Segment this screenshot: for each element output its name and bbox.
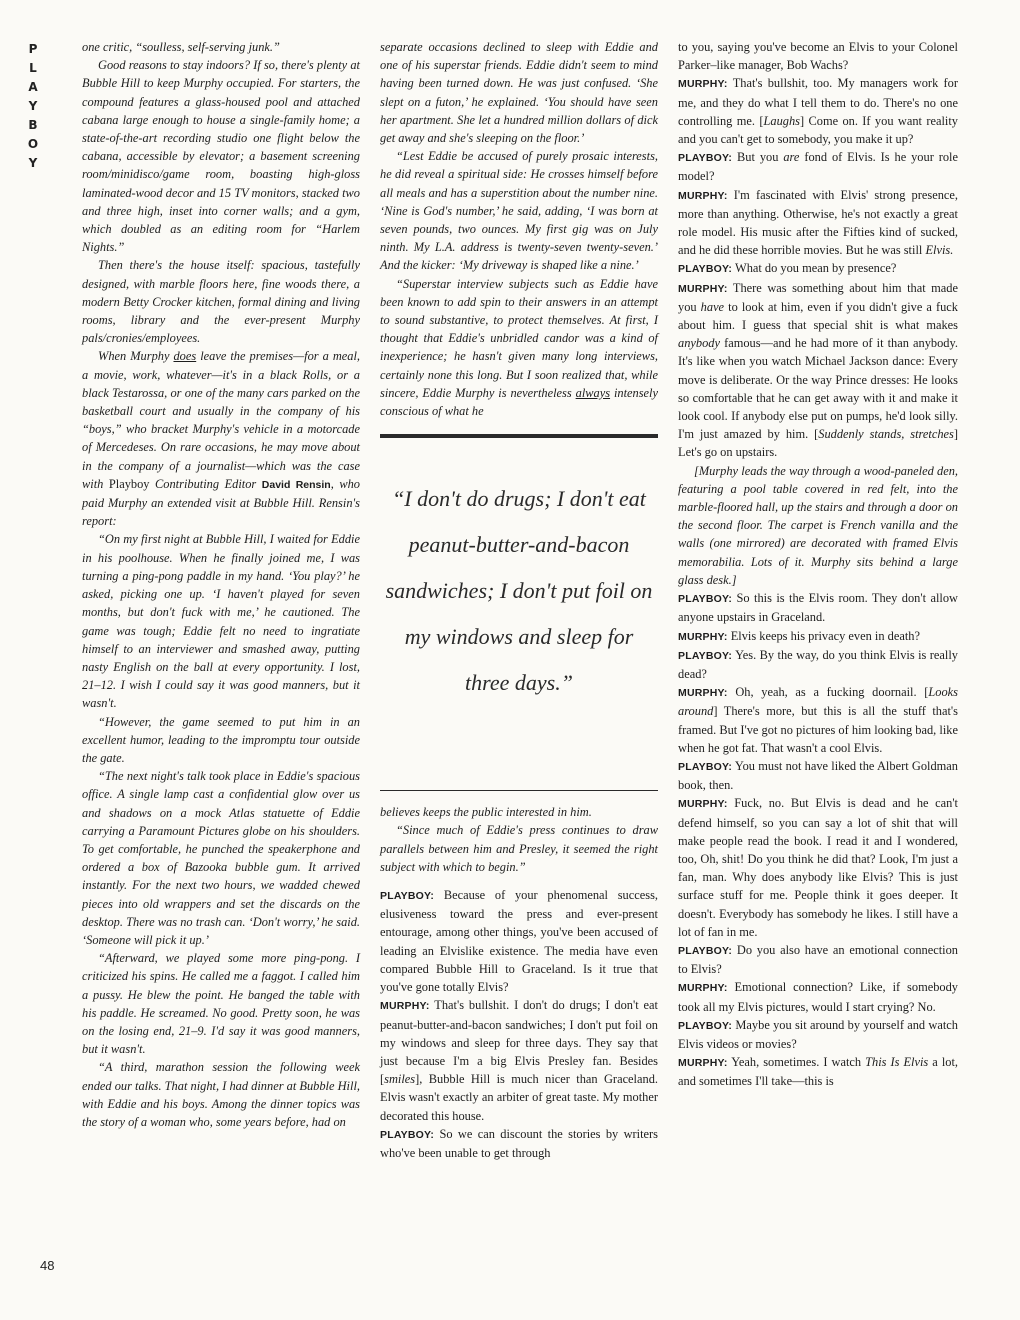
masthead-logo: PLAYBOY	[27, 42, 39, 170]
paragraph: Good reasons to stay indoors? If so, there's plenty at Bubble Hill to keep Murphy occupied. For starters, the compound features a glass-housed pool and attached cabana large enough to house a single-family home; a state-of-the-art recording studio one flight below the cabana, accessible by elevator; a basement screening room/minidisco/game room, boasting high-gloss laminated-wood decor and 15 TV monitors, stacked two and three high, inset into corner walls; and a gym, which doubled as an editing room for “Harlem Nights.”	[82, 58, 360, 255]
speaker-label: PLAYBOY:	[380, 1128, 435, 1141]
text-run: Oh, yeah, as a fucking doornail. [	[727, 685, 929, 700]
stage-direction: smiles	[384, 1072, 416, 1087]
emphasis: are	[783, 150, 800, 165]
answer-continued: to you, saying you've become an Elvis to your Colonel Parker–like manager, Bob Wachs?	[678, 40, 958, 73]
page-number: 48	[40, 1258, 55, 1273]
pull-quote: “I don't do drugs; I don't eat peanut-butter-and-bacon sandwiches; I don't put foil on my windows and sleep for three days.”	[385, 486, 653, 696]
question	[380, 886, 658, 996]
speaker-label: PLAYBOY:	[678, 649, 733, 662]
paragraph: “However, the game seemed to put him in an excellent humor, leading to the impromptu tour outside the gate.	[82, 714, 360, 765]
underlined-word: always	[575, 385, 611, 400]
text-run: fond of Elvis. Is he your role model?	[678, 150, 958, 184]
answer	[380, 996, 658, 1124]
question	[678, 259, 958, 278]
stage-direction: Suddenly stands, stretches	[818, 427, 954, 442]
column-2	[380, 38, 658, 1162]
text-run: leave the premises—for a meal, a movie, work, whatever—it's in a black Rolls, or a black Testarossa, or one of the many cars parked on the basketball court and usually in the company of his “boys,” who bracket Murphy's vehicle in a motorcade of Mercedeses. On rare occasions, he may move about in the company of a journalist—which was the case with	[82, 349, 360, 491]
answer	[678, 186, 958, 260]
text-run: There was something about him that made you	[678, 280, 958, 314]
magazine-name: Playboy	[108, 476, 150, 491]
text-run: Do you also have an emotional connection to Elvis?	[678, 942, 958, 977]
question	[678, 757, 958, 794]
speaker-label: PLAYBOY:	[678, 944, 733, 957]
text-run: Yes. By the way, do you think Elvis is really dead?	[678, 647, 958, 681]
speaker-label: PLAYBOY:	[678, 263, 733, 276]
text-run: What do you mean by presence?	[732, 261, 897, 276]
speaker-label: MURPHY:	[678, 630, 728, 643]
text-run: to look at him, even if you didn't give a fuck about him. I guess that special shit is what makes	[678, 299, 959, 333]
text-run: Fuck, no. But Elvis is dead and he can't defend himself, so you can say a lot of shit that will make people read the book. I read it and I wondered, too, Oh, shit! Do you think he did that? Look, I'm just a fan, man. Why does anybody like Elvis? This is just surface stuff for me. People think it goes deeper. It doesn't. Everybody has somebody he likes. I still have a lot of fan in me.	[678, 796, 958, 939]
emphasis: Elvis.	[925, 243, 954, 258]
question	[380, 1125, 658, 1162]
text-run: , who paid Murphy an extended visit at Bubble Hill. Rensin's report:	[82, 476, 360, 529]
paragraph: believes keeps the public interested in him.	[380, 805, 592, 820]
interview-qa	[380, 886, 658, 1162]
text-run: a lot, and sometimes I'll take—this is	[678, 1055, 958, 1089]
answer	[678, 978, 958, 1015]
paragraph	[82, 347, 360, 530]
answer	[678, 683, 958, 757]
paragraph: separate occasions declined to sleep with Eddie and one of his superstar friends. Eddie didn't seem to mind having been turned down. He was just confused. ‘She slept on a futon,’ he explained. ‘You should have seen her apartment. She let a hundred million dollars of dick get away and she's sleeping on the floor.’	[380, 40, 658, 146]
speaker-label: MURPHY:	[380, 1000, 430, 1013]
speaker-label: MURPHY:	[678, 687, 728, 700]
paragraph: “The next night's talk took place in Eddie's spacious office. A single lamp cast a confidential glow over us and shadows on a mock Atlas statuette of Eddie carrying a Paramount Pictures globe on his shoulders. To get comfortable, he punched the speakerphone and ordered a box of Bazooka bubble gum. It arrived instantly. For the next two hours, we wadded chewed pieces into old wrappers and set the discards on the desktop. There was no trash can. ‘Don't worry,’ he said. ‘Someone will pick it up.’	[82, 769, 360, 947]
answer	[678, 74, 958, 148]
text-run: famous—and he had more of it than anybody. It's like when you watch Michael Jackson dance: Every move is deliberate. Or the way Prince dresses: He looks so comfortable that he can get away with it and make it look cool. If anybody else put on pumps, he'd look silly. I'm just amazed by him. [	[678, 336, 958, 442]
text-run: Elvis keeps his privacy even in death?	[727, 628, 920, 643]
author-name: David Rensin	[261, 478, 331, 491]
stage-direction: Looks around	[678, 685, 958, 719]
question	[678, 148, 958, 185]
text-run: ] Come on. If you want reality and you can't get to somebody, you make it up?	[678, 113, 958, 147]
text-run: Yeah, sometimes. I watch	[727, 1055, 866, 1070]
emphasis: This Is Elvis	[865, 1055, 929, 1070]
speaker-label: PLAYBOY:	[678, 1019, 733, 1032]
paragraph: one critic, “soulless, self-serving junk.”	[82, 40, 280, 54]
text-run: But you	[732, 150, 784, 165]
stage-direction-paragraph: [Murphy leads the way through a wood-paneled den, featuring a pool table covered in red felt, into the marble-floored hall, up the stairs and through a door on the second floor. The carpet is French vanilla and the walls (one mirrored) are decorated with framed Elvis memorabilia. Lots of it. Murphy sits behind a large glass desk.]	[678, 463, 958, 587]
answer	[678, 279, 958, 462]
text-run: ] There's more, but this is all the stuff that's framed. But I've got no pictures of him looking bad, like when he got fat. That wasn't a cool Elvis.	[678, 704, 958, 755]
text-run: Because of your phenomenal success, elusiveness toward the press and ever-present entourage, among other things, you've been accused of leading an Elvislike existence. The media have even compared Bubble Hill to Graceland. Is it true that you've gone totally Elvis?	[380, 888, 658, 995]
question	[678, 1016, 958, 1053]
question	[678, 646, 958, 683]
text-run: So we can discount the stories by writers who've been unable to get through	[380, 1126, 658, 1160]
text-run: Contributing Editor	[149, 476, 262, 491]
text-run: “Superstar interview subjects such as Eddie have been known to add spin to their answers in an attempt to sound substantive, to protect themselves. At first, I thought that Eddie's unbridled candor was a kind of inexperience; he hasn't given many long interviews, certainly none this long. But I soon realized that, while sincere, Eddie Murphy is nevertheless	[380, 276, 658, 400]
text-run: That's bullshit, too. My managers work for me, and they do what I tell them to do. There's no one controlling me. [	[678, 76, 958, 128]
text-run: When Murphy	[98, 349, 174, 364]
stage-direction: Laughs	[763, 113, 800, 128]
text-run: ] Let's go on upstairs.	[678, 427, 959, 460]
text-run: Emotional connection? Like, if somebody took all my Elvis pictures, would I start crying? No.	[678, 980, 958, 1014]
text-run: ], Bubble Hill is much nicer than Graceland. Elvis wasn't exactly an arbiter of great taste. My mother decorated this house.	[380, 1072, 658, 1123]
question	[678, 589, 958, 626]
paragraph: “Afterward, we played some more ping-pong. I criticized his spins. He called me a faggot. I called him a pussy. He blew the point. He banged the table with his paddle. He screamed. No good. Pretty soon, he was on the losing end, 21–9. I'd say it was good manners, but it wasn't.	[82, 951, 360, 1057]
paragraph: “On my first night at Bubble Hill, I waited for Eddie in his poolhouse. When he finally joined me, I was turning a ping-pong paddle in my hand. ‘You play?’ he asked, picking one up. ‘I haven't played for seven months, but don't fuck with me,’ he cautioned. The game was tough; Eddie felt no need to ingratiate himself to an interviewer and smashed away, putting nasty English on the ball at every opportunity. I lost, 21–12. I wish I could say it was good manners, but it wasn't.	[82, 532, 360, 711]
answer	[678, 794, 958, 941]
speaker-label: PLAYBOY:	[678, 593, 733, 606]
column-1	[82, 38, 360, 1131]
speaker-label: MURPHY:	[678, 189, 728, 202]
column-3	[678, 38, 958, 1091]
paragraph: “A third, marathon session the following week ended our talks. That night, I had dinner at Bubble Hill, with Eddie and his boys. Among the dinner topics was the story of a woman who, some years before, had on	[82, 1060, 360, 1129]
text-run: intensely conscious of what he	[380, 385, 658, 419]
text-run: That's bullshit. I don't do drugs; I don't eat peanut-butter-and-bacon sandwiches; I don't put foil on my windows and sleep for three days. They say that just because I'm a big Elvis Presley fan. Besides [	[380, 998, 658, 1087]
answer	[678, 627, 958, 646]
speaker-label: MURPHY:	[678, 78, 728, 91]
speaker-label: PLAYBOY:	[380, 890, 435, 903]
paragraph: “Since much of Eddie's press continues to draw parallels between him and Presley, it seemed the right subject with which to begin.”	[380, 823, 658, 874]
pull-quote-box	[380, 434, 658, 791]
text-run: Maybe you sit around by yourself and watch Elvis videos or movies?	[678, 1017, 958, 1051]
emphasis: have	[700, 299, 725, 314]
speaker-label: PLAYBOY:	[678, 760, 733, 773]
text-run: I'm fascinated with Elvis' strong presence, more than anything. Otherwise, he's not exactly a great role model. His music after the Fifties kind of sucked, and he did these horrible movies. But he was still	[678, 187, 958, 258]
speaker-label: PLAYBOY:	[678, 152, 733, 165]
paragraph: Then there's the house itself: spacious, tastefully designed, with marble floors here, fine woods there, a modern Betty Crocker kitchen, formal dining and living rooms, library and the ever-present Murphy pals/cronies/employees.	[82, 258, 360, 346]
underlined-word: does	[173, 349, 197, 364]
question	[678, 941, 958, 978]
speaker-label: MURPHY:	[678, 798, 728, 811]
speaker-label: MURPHY:	[678, 982, 728, 995]
speaker-label: MURPHY:	[678, 1057, 728, 1070]
emphasis: anybody	[678, 336, 720, 351]
text-run: So this is the Elvis room. They don't allow anyone upstairs in Graceland.	[678, 591, 958, 625]
text-run: You must not have liked the Albert Goldman book, then.	[678, 758, 958, 793]
paragraph	[380, 275, 658, 421]
speaker-label: MURPHY:	[678, 282, 728, 295]
paragraph: “Lest Eddie be accused of purely prosaic interests, he did reveal a spiritual side: He crosses himself before all meals and has a superstition about the number nine. ‘Nine is God's number,’ he said, adding, ‘I was born at seven pounds, two ounces. My first gig was on July ninth. My L.A. address is twenty-seven twenty-seven.’ And the kicker: ‘My driveway is shaped like a nine.’	[380, 149, 658, 273]
answer	[678, 1053, 958, 1090]
